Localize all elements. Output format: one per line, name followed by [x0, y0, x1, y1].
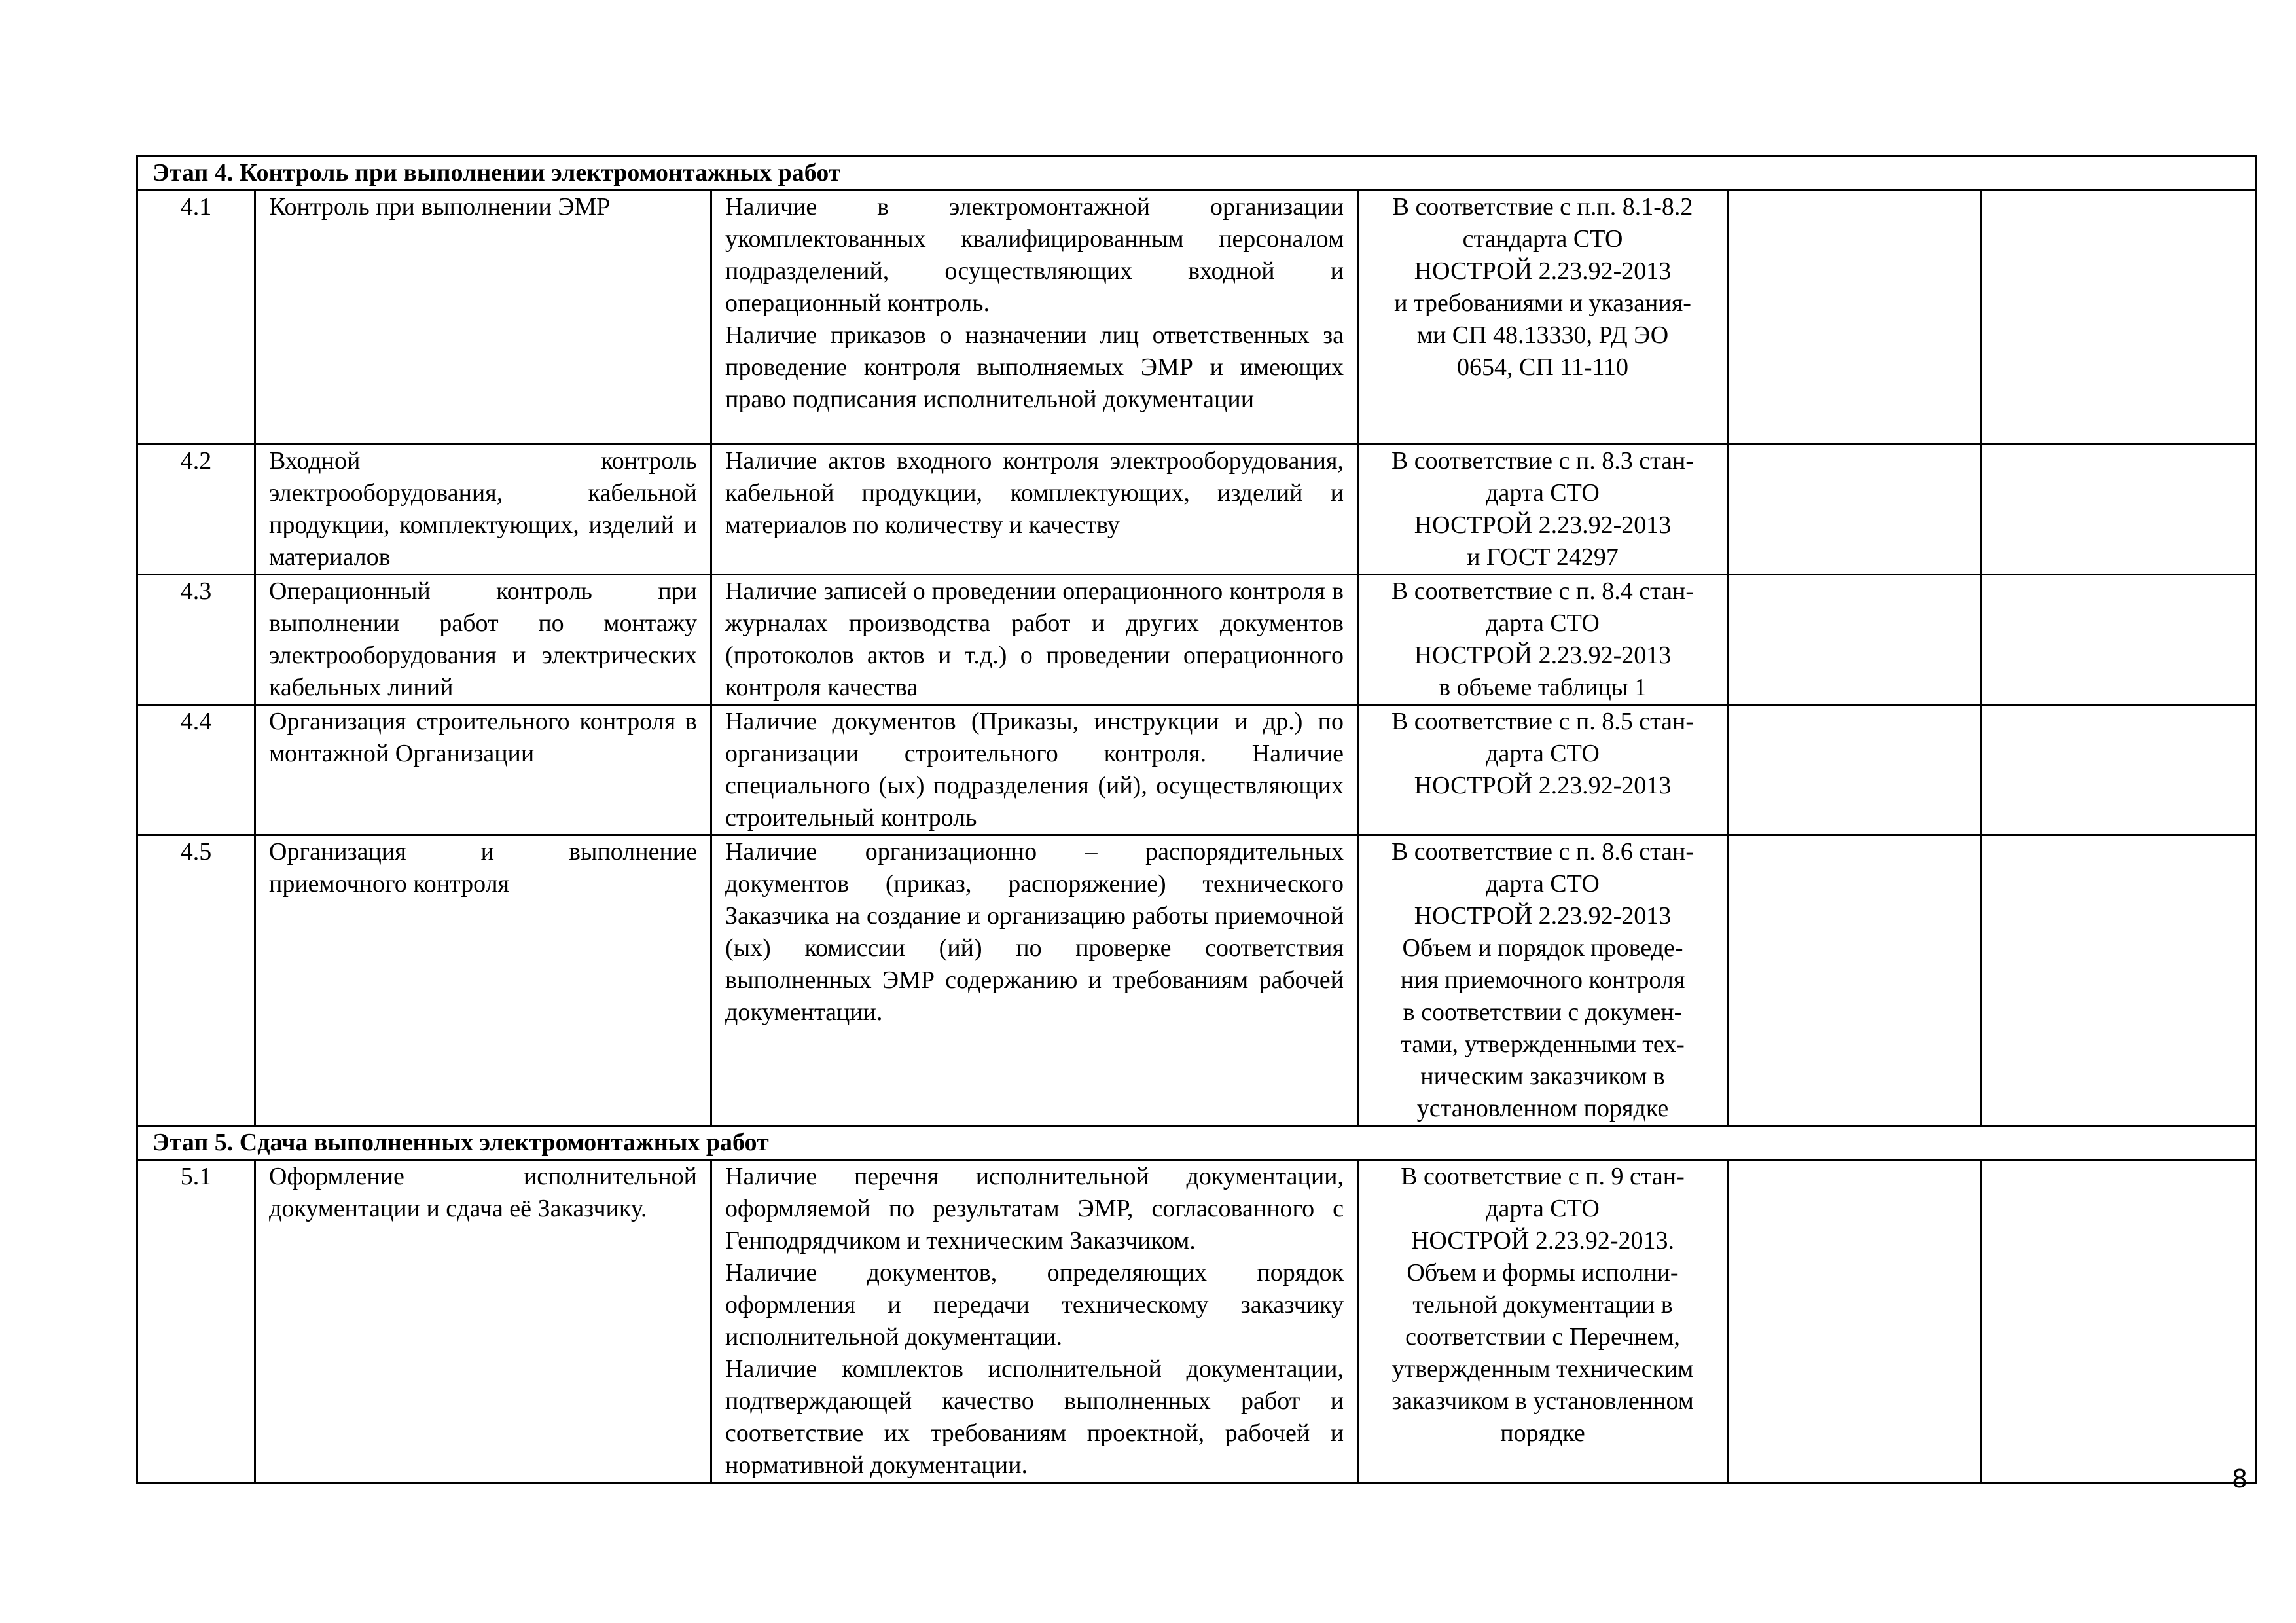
table-row [137, 835, 2257, 1126]
row-name: Оформление исполнительной документации и сдача её Заказчику. [255, 1160, 711, 1483]
reference-line: ния приемочного контроля [1400, 966, 1685, 994]
requirement-paragraph: Наличие перечня исполнительной документации, оформляемой по результатам ЭМР, согласованного с Генподрядчиком и техническим Заказчиком. [725, 1163, 1344, 1254]
stage-header-row [137, 156, 2257, 191]
stage-header-row [137, 1126, 2257, 1160]
reference-line: НОСТРОЙ 2.23.92-2013 [1414, 511, 1672, 539]
inspection-table [136, 155, 2257, 1484]
row-name: Контроль при выполнении ЭМР [255, 191, 711, 445]
reference-line: и требованиями и указания- [1394, 289, 1691, 317]
reference-line: ническим заказчиком в [1420, 1063, 1665, 1090]
row-reference [1358, 445, 1728, 575]
reference-line: соответствии с Перечнем, [1405, 1323, 1680, 1351]
stage-title: Этап 5. Сдача выполненных электромонтажных работ [137, 1126, 2257, 1160]
reference-line: В соответствие с п. 8.6 стан- [1391, 838, 1695, 866]
reference-line: В соответствие с п. 8.4 стан- [1391, 577, 1695, 605]
page-number: 8 [2231, 1465, 2248, 1493]
reference-line: и ГОСТ 24297 [1467, 543, 1619, 571]
requirement-paragraph: Наличие приказов о назначении лиц ответственных за проведение контроля выполняемых ЭМР и имеющих право подписания исполнительной документации [725, 321, 1344, 413]
row-requirements [711, 191, 1358, 445]
reference-line: дарта СТО [1486, 479, 1600, 507]
row-name: Организация строительного контроля в монтажной Организации [255, 705, 711, 835]
reference-line: НОСТРОЙ 2.23.92-2013 [1414, 257, 1672, 285]
row-number: 4.2 [137, 445, 255, 575]
table-row [137, 191, 2257, 445]
row-requirements [711, 445, 1358, 575]
row-reference [1358, 191, 1728, 445]
empty-cell [1728, 191, 1981, 445]
empty-cell [1728, 835, 1981, 1126]
row-requirements [711, 1160, 1358, 1483]
reference-line: НОСТРОЙ 2.23.92-2013 [1414, 772, 1672, 799]
reference-line: дарта СТО [1486, 610, 1600, 637]
row-name: Операционный контроль при выполнении работ по монтажу электрооборудования и электрических кабельных линий [255, 575, 711, 705]
table-row [137, 1160, 2257, 1483]
empty-cell [1981, 191, 2257, 445]
reference-line: заказчиком в установленном [1391, 1387, 1694, 1415]
reference-line: в объеме таблицы 1 [1439, 674, 1647, 701]
reference-line: ми СП 48.13330, РД ЭО [1416, 321, 1669, 349]
table-row [137, 575, 2257, 705]
row-reference [1358, 575, 1728, 705]
requirement-paragraph: Наличие актов входного контроля электрооборудования, кабельной продукции, комплектующих, изделий и материалов по количеству и качеству [725, 447, 1344, 539]
empty-cell [1981, 835, 2257, 1126]
row-number: 5.1 [137, 1160, 255, 1483]
reference-line: утвержденным техническим [1391, 1355, 1694, 1383]
table-row [137, 705, 2257, 835]
row-reference [1358, 705, 1728, 835]
empty-cell [1981, 1160, 2257, 1483]
reference-line: дарта СТО [1486, 740, 1600, 767]
reference-line: В соответствие с п.п. 8.1-8.2 [1392, 193, 1693, 221]
reference-line: стандарта СТО [1462, 225, 1623, 253]
row-requirements [711, 835, 1358, 1126]
reference-line: В соответствие с п. 8.5 стан- [1391, 708, 1695, 735]
reference-line: дарта СТО [1486, 1195, 1600, 1222]
row-number: 4.1 [137, 191, 255, 445]
reference-line: НОСТРОЙ 2.23.92-2013 [1414, 902, 1672, 930]
reference-line: В соответствие с п. 8.3 стан- [1391, 447, 1695, 475]
reference-line: Объем и формы исполни- [1407, 1259, 1679, 1286]
stage-title: Этап 4. Контроль при выполнении электромонтажных работ [137, 156, 2257, 191]
reference-line: Объем и порядок проведе- [1402, 934, 1683, 962]
requirement-paragraph: Наличие записей о проведении операционного контроля в журналах производства работ и других документов (протоколов актов и т.д.) о проведении операционного контроля качества [725, 577, 1344, 701]
row-reference [1358, 835, 1728, 1126]
table-row [137, 445, 2257, 575]
row-name: Входной контроль электрооборудования, кабельной продукции, комплектующих, изделий и материалов [255, 445, 711, 575]
reference-line: дарта СТО [1486, 870, 1600, 898]
row-requirements [711, 705, 1358, 835]
reference-line: 0654, СП 11-110 [1456, 354, 1629, 381]
row-number: 4.3 [137, 575, 255, 705]
requirement-paragraph: Наличие организационно – распорядительных документов (приказ, распоряжение) технического Заказчика на создание и организацию работы приемочной (ых) комиссии (ий) по проверке соответствия выполненных ЭМР содержанию и требованиям рабочей документации. [725, 838, 1344, 1026]
reference-line: тельной документации в [1412, 1291, 1673, 1319]
requirement-paragraph: Наличие документов, определяющих порядок оформления и передачи техническому заказчику исполнительной документации. [725, 1259, 1344, 1351]
reference-line: НОСТРОЙ 2.23.92-2013 [1414, 642, 1672, 669]
row-requirements [711, 575, 1358, 705]
reference-line: в соответствии с докумен- [1403, 998, 1683, 1026]
empty-cell [1981, 445, 2257, 575]
empty-cell [1728, 575, 1981, 705]
reference-line: тами, утвержденными тех- [1401, 1030, 1685, 1058]
row-number: 4.5 [137, 835, 255, 1126]
reference-line: установленном порядке [1416, 1095, 1669, 1122]
empty-cell [1728, 1160, 1981, 1483]
requirement-paragraph: Наличие документов (Приказы, инструкции и др.) по организации строительного контроля. Наличие специального (ых) подразделения (ий), осуществляющих строительный контроль [725, 708, 1344, 831]
empty-cell [1728, 705, 1981, 835]
row-number: 4.4 [137, 705, 255, 835]
empty-cell [1728, 445, 1981, 575]
reference-line: НОСТРОЙ 2.23.92-2013. [1410, 1227, 1675, 1254]
reference-line: порядке [1500, 1419, 1585, 1447]
empty-cell [1981, 575, 2257, 705]
requirement-paragraph: Наличие в электромонтажной организации укомплектованных квалифицированным персоналом подразделений, осуществляющих входной и операционный контроль. [725, 193, 1344, 317]
reference-line: В соответствие с п. 9 стан- [1401, 1163, 1685, 1190]
requirement-paragraph: Наличие комплектов исполнительной документации, подтверждающей качество выполненных работ и соответствие их требованиям проектной, рабочей и нормативной документации. [725, 1355, 1344, 1479]
empty-cell [1981, 705, 2257, 835]
row-name: Организация и выполнение приемочного контроля [255, 835, 711, 1126]
row-reference [1358, 1160, 1728, 1483]
